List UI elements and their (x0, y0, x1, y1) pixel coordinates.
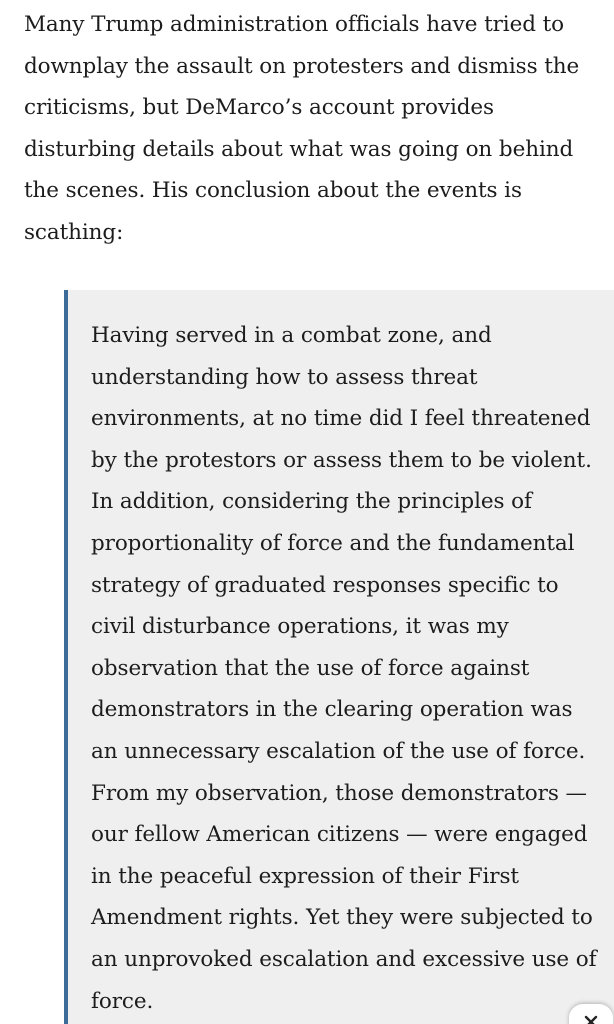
quote-line: demonstrators in the clearing operation was (91, 697, 573, 723)
intro-line: the scenes. His conclusion about the events is (24, 178, 522, 204)
quote-text (91, 315, 596, 1022)
quote-line: proportionality of force and the fundamental (91, 530, 575, 556)
intro-line: Many Trump administration officials have tried to (24, 12, 564, 37)
blockquote (64, 290, 614, 1024)
intro-line: scathing: (24, 219, 124, 245)
quote-line: Having served in a combat zone, and (91, 323, 492, 348)
quote-line: by the protestors or assess them to be violent. (91, 447, 592, 473)
intro-line: criticisms, but DeMarco’s account provides (24, 95, 494, 121)
close-icon (584, 1015, 598, 1024)
quote-line: understanding how to assess threat (91, 364, 478, 390)
intro-paragraph (24, 4, 604, 254)
quote-line: observation that the use of force against (91, 655, 530, 681)
quote-line: Amendment rights. Yet they were subjected to (91, 905, 593, 931)
quote-line: From my observation, those demonstrators — (91, 780, 587, 806)
quote-line: an unnecessary escalation of the use of force. (91, 738, 586, 764)
quote-line: strategy of graduated responses specific to (91, 572, 559, 598)
close-button[interactable] (569, 1004, 613, 1024)
quote-line: in the peaceful expression of their First (91, 863, 519, 889)
quote-line: In addition, considering the principles of (91, 489, 532, 515)
quote-line: environments, at no time did I feel threatened (91, 406, 591, 432)
quote-line: force. (91, 988, 154, 1014)
quote-line: our fellow American citizens — were engaged (91, 822, 588, 848)
quote-line: an unprovoked escalation and excessive use of (91, 946, 597, 972)
intro-line: downplay the assault on protesters and dismiss the (24, 53, 580, 79)
intro-line: disturbing details about what was going on behind (24, 136, 574, 162)
quote-line: civil disturbance operations, it was my (91, 614, 509, 640)
